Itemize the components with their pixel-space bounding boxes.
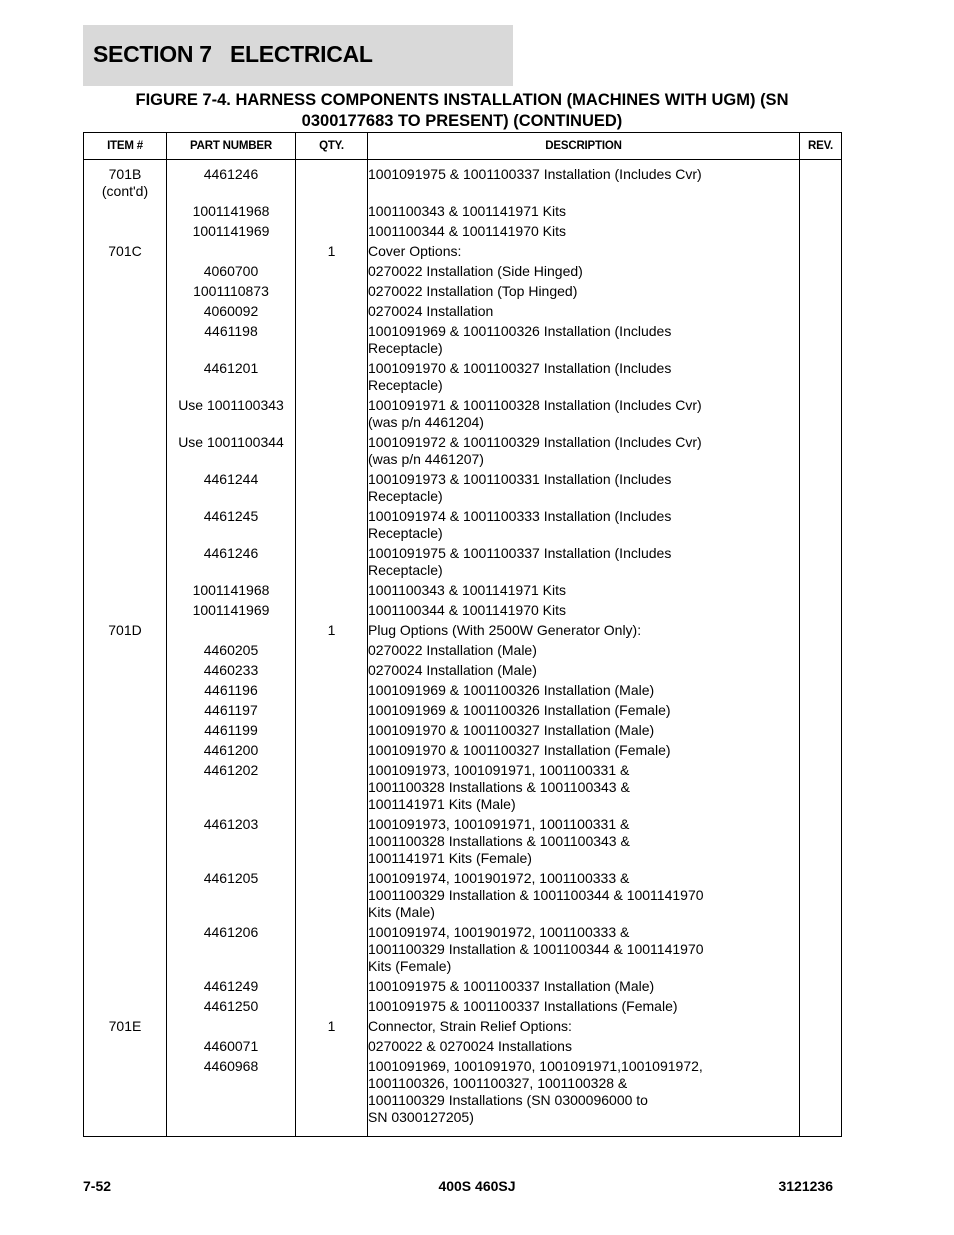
table-row <box>84 1057 842 1137</box>
cell-rev <box>800 641 842 661</box>
table-row <box>84 1017 842 1037</box>
cell-description: 1001091973 & 1001100331 Installation (Includes Receptacle) <box>368 470 800 507</box>
cell-item <box>84 661 167 681</box>
table-row <box>84 581 842 601</box>
cell-description: 0270022 Installation (Side Hinged) <box>368 262 800 282</box>
cell-rev <box>800 869 842 923</box>
cell-description: 1001091975 & 1001100337 Installations (Female) <box>368 997 800 1017</box>
table-header-row <box>84 133 842 160</box>
cell-qty <box>296 923 368 977</box>
cell-qty <box>296 202 368 222</box>
cell-item: 701D <box>84 621 167 641</box>
cell-description: 1001091970 & 1001100327 Installation (Male) <box>368 721 800 741</box>
table-row <box>84 601 842 621</box>
cell-qty <box>296 977 368 997</box>
cell-part-number: Use 1001100343 <box>167 396 296 433</box>
table-row <box>84 815 842 869</box>
cell-part-number: 1001141969 <box>167 601 296 621</box>
cell-rev <box>800 359 842 396</box>
cell-rev <box>800 470 842 507</box>
cell-part-number: 4461246 <box>167 544 296 581</box>
cell-part-number: 4461205 <box>167 869 296 923</box>
cell-item <box>84 869 167 923</box>
section-header <box>83 25 513 86</box>
cell-item <box>84 721 167 741</box>
table-row <box>84 741 842 761</box>
cell-qty <box>296 282 368 302</box>
cell-description: 1001100344 & 1001141970 Kits <box>368 222 800 242</box>
cell-description: 0270024 Installation <box>368 302 800 322</box>
cell-part-number: 4461196 <box>167 681 296 701</box>
cell-part-number: Use 1001100344 <box>167 433 296 470</box>
cell-part-number: 4461249 <box>167 977 296 997</box>
cell-qty: 1 <box>296 242 368 262</box>
table-row <box>84 923 842 977</box>
cell-item <box>84 396 167 433</box>
cell-item <box>84 222 167 242</box>
cell-description: 0270022 Installation (Top Hinged) <box>368 282 800 302</box>
table-row <box>84 997 842 1017</box>
cell-rev <box>800 507 842 544</box>
cell-rev <box>800 923 842 977</box>
cell-description: 1001091975 & 1001100337 Installation (Includes Receptacle) <box>368 544 800 581</box>
cell-description: 1001091969 & 1001100326 Installation (Female) <box>368 701 800 721</box>
cell-part-number: 4461199 <box>167 721 296 741</box>
cell-qty <box>296 721 368 741</box>
cell-description: 1001091974 & 1001100333 Installation (Includes Receptacle) <box>368 507 800 544</box>
cell-item <box>84 544 167 581</box>
cell-part-number: 4461203 <box>167 815 296 869</box>
table-row <box>84 470 842 507</box>
cell-item <box>84 977 167 997</box>
cell-part-number: 4461244 <box>167 470 296 507</box>
cell-qty <box>296 741 368 761</box>
cell-rev <box>800 741 842 761</box>
cell-rev <box>800 1057 842 1137</box>
cell-description: 1001091975 & 1001100337 Installation (Male) <box>368 977 800 997</box>
cell-rev <box>800 761 842 815</box>
cell-item <box>84 997 167 1017</box>
cell-item: 701E <box>84 1017 167 1037</box>
footer-model: 400S 460SJ <box>438 1178 516 1194</box>
cell-item <box>84 681 167 701</box>
figure-title-line-2: 0300177683 TO PRESENT) (CONTINUED) <box>301 112 623 130</box>
cell-rev <box>800 661 842 681</box>
cell-item <box>84 923 167 977</box>
cell-part-number <box>167 242 296 262</box>
cell-rev <box>800 202 842 222</box>
cell-rev <box>800 282 842 302</box>
cell-rev <box>800 701 842 721</box>
table-row <box>84 242 842 262</box>
cell-description: 0270024 Installation (Male) <box>368 661 800 681</box>
cell-qty <box>296 1057 368 1137</box>
cell-item <box>84 322 167 359</box>
cell-item <box>84 761 167 815</box>
cell-part-number: 4461197 <box>167 701 296 721</box>
table-row <box>84 160 842 202</box>
cell-rev <box>800 581 842 601</box>
cell-rev <box>800 302 842 322</box>
cell-part-number: 4060092 <box>167 302 296 322</box>
cell-part-number: 4461246 <box>167 160 296 202</box>
cell-description: 1001091973, 1001091971, 1001100331 & 1001100328 Installations & 1001100343 & 1001141971 Kits (Male) <box>368 761 800 815</box>
cell-description: 1001100343 & 1001141971 Kits <box>368 202 800 222</box>
table-row <box>84 396 842 433</box>
table-row <box>84 661 842 681</box>
cell-part-number: 4060700 <box>167 262 296 282</box>
cell-description: 0270022 & 0270024 Installations <box>368 1037 800 1057</box>
cell-item: 701C <box>84 242 167 262</box>
cell-part-number: 4461201 <box>167 359 296 396</box>
cell-item <box>84 815 167 869</box>
cell-item <box>84 282 167 302</box>
cell-item <box>84 641 167 661</box>
cell-rev <box>800 1017 842 1037</box>
footer-page-number: 7-52 <box>83 1178 112 1194</box>
cell-rev <box>800 1037 842 1057</box>
cell-rev <box>800 160 842 202</box>
cell-item <box>84 1037 167 1057</box>
table-row <box>84 359 842 396</box>
figure-title <box>84 90 840 132</box>
parts-table <box>83 132 842 1137</box>
cell-item <box>84 470 167 507</box>
cell-description: 1001091969 & 1001100326 Installation (Male) <box>368 681 800 701</box>
cell-part-number: 1001141969 <box>167 222 296 242</box>
table-row <box>84 302 842 322</box>
cell-item <box>84 581 167 601</box>
cell-qty <box>296 997 368 1017</box>
cell-qty <box>296 701 368 721</box>
cell-item <box>84 701 167 721</box>
cell-item <box>84 202 167 222</box>
cell-description: 1001091971 & 1001100328 Installation (Includes Cvr) (was p/n 4461204) <box>368 396 800 433</box>
cell-description: 1001091969, 1001091970, 1001091971,1001091972, 1001100326, 1001100327, 1001100328 & 1001100329 Installations (SN 0300096000 to SN 0300127205) <box>368 1057 800 1137</box>
figure-title-line-1: FIGURE 7-4. HARNESS COMPONENTS INSTALLATION (MACHINES WITH UGM) (SN <box>135 91 789 109</box>
cell-description: 1001091974, 1001901972, 1001100333 & 1001100329 Installation & 1001100344 & 1001141970 Kits (Male) <box>368 869 800 923</box>
cell-description: 1001091970 & 1001100327 Installation (Includes Receptacle) <box>368 359 800 396</box>
cell-part-number: 4460968 <box>167 1057 296 1137</box>
cell-description: 1001091975 & 1001100337 Installation (Includes Cvr) <box>368 160 800 202</box>
cell-part-number: 4461245 <box>167 507 296 544</box>
cell-rev <box>800 681 842 701</box>
cell-description: 1001091974, 1001901972, 1001100333 & 1001100329 Installation & 1001100344 & 1001141970 Kits (Female) <box>368 923 800 977</box>
cell-description: 1001100344 & 1001141970 Kits <box>368 601 800 621</box>
cell-part-number: 4460071 <box>167 1037 296 1057</box>
cell-qty <box>296 322 368 359</box>
table-row <box>84 507 842 544</box>
cell-part-number: 4460233 <box>167 661 296 681</box>
table-row <box>84 721 842 741</box>
cell-description: Connector, Strain Relief Options: <box>368 1017 800 1037</box>
header-rev: REV. <box>800 133 842 160</box>
cell-description: 1001091972 & 1001100329 Installation (Includes Cvr) (was p/n 4461207) <box>368 433 800 470</box>
cell-qty <box>296 262 368 282</box>
cell-part-number: 4461200 <box>167 741 296 761</box>
table-row <box>84 544 842 581</box>
cell-qty <box>296 641 368 661</box>
cell-qty <box>296 1037 368 1057</box>
cell-qty <box>296 681 368 701</box>
cell-description: Plug Options (With 2500W Generator Only): <box>368 621 800 641</box>
cell-rev <box>800 997 842 1017</box>
cell-rev <box>800 396 842 433</box>
header-description: DESCRIPTION <box>368 133 800 160</box>
cell-item <box>84 1057 167 1137</box>
table-row <box>84 262 842 282</box>
cell-item: 701B (cont'd) <box>84 160 167 202</box>
table-row <box>84 641 842 661</box>
cell-part-number: 4461198 <box>167 322 296 359</box>
cell-qty <box>296 396 368 433</box>
cell-rev <box>800 242 842 262</box>
cell-rev <box>800 721 842 741</box>
cell-rev <box>800 977 842 997</box>
cell-part-number: 4460205 <box>167 641 296 661</box>
table-row <box>84 322 842 359</box>
cell-qty <box>296 160 368 202</box>
table-row <box>84 202 842 222</box>
cell-rev <box>800 815 842 869</box>
cell-qty <box>296 601 368 621</box>
cell-item <box>84 601 167 621</box>
table-row <box>84 222 842 242</box>
cell-description: 0270022 Installation (Male) <box>368 641 800 661</box>
cell-description: Cover Options: <box>368 242 800 262</box>
cell-qty <box>296 815 368 869</box>
cell-description: 1001091973, 1001091971, 1001100331 & 1001100328 Installations & 1001100343 & 1001141971 Kits (Female) <box>368 815 800 869</box>
cell-rev <box>800 433 842 470</box>
header-item: ITEM # <box>84 133 167 160</box>
cell-qty <box>296 661 368 681</box>
cell-item <box>84 302 167 322</box>
cell-rev <box>800 222 842 242</box>
cell-part-number: 4461202 <box>167 761 296 815</box>
cell-qty <box>296 581 368 601</box>
table-row <box>84 1037 842 1057</box>
cell-part-number <box>167 1017 296 1037</box>
cell-qty <box>296 544 368 581</box>
cell-qty: 1 <box>296 1017 368 1037</box>
table-row <box>84 282 842 302</box>
table-row <box>84 681 842 701</box>
cell-qty <box>296 433 368 470</box>
cell-description: 1001100343 & 1001141971 Kits <box>368 581 800 601</box>
cell-qty <box>296 470 368 507</box>
cell-qty <box>296 222 368 242</box>
cell-part-number: 1001141968 <box>167 202 296 222</box>
cell-item <box>84 433 167 470</box>
cell-part-number: 4461206 <box>167 923 296 977</box>
cell-qty <box>296 359 368 396</box>
cell-rev <box>800 322 842 359</box>
cell-item <box>84 262 167 282</box>
cell-part-number <box>167 621 296 641</box>
cell-qty <box>296 302 368 322</box>
header-qty: QTY. <box>296 133 368 160</box>
table-body <box>84 160 842 1137</box>
cell-part-number: 1001110873 <box>167 282 296 302</box>
cell-qty <box>296 761 368 815</box>
cell-item <box>84 741 167 761</box>
cell-description: 1001091969 & 1001100326 Installation (Includes Receptacle) <box>368 322 800 359</box>
cell-qty <box>296 869 368 923</box>
table-row <box>84 761 842 815</box>
cell-qty: 1 <box>296 621 368 641</box>
cell-part-number: 4461250 <box>167 997 296 1017</box>
header-part-number: PART NUMBER <box>167 133 296 160</box>
table-row <box>84 869 842 923</box>
section-title: SECTION 7 ELECTRICAL <box>93 41 373 67</box>
cell-item <box>84 359 167 396</box>
cell-part-number: 1001141968 <box>167 581 296 601</box>
cell-rev <box>800 544 842 581</box>
table-row <box>84 621 842 641</box>
cell-rev <box>800 621 842 641</box>
cell-rev <box>800 601 842 621</box>
cell-qty <box>296 507 368 544</box>
cell-item <box>84 507 167 544</box>
cell-description: 1001091970 & 1001100327 Installation (Female) <box>368 741 800 761</box>
table-row <box>84 977 842 997</box>
table-row <box>84 433 842 470</box>
cell-rev <box>800 262 842 282</box>
table-row <box>84 701 842 721</box>
footer-doc-number: 3121236 <box>778 1178 833 1194</box>
